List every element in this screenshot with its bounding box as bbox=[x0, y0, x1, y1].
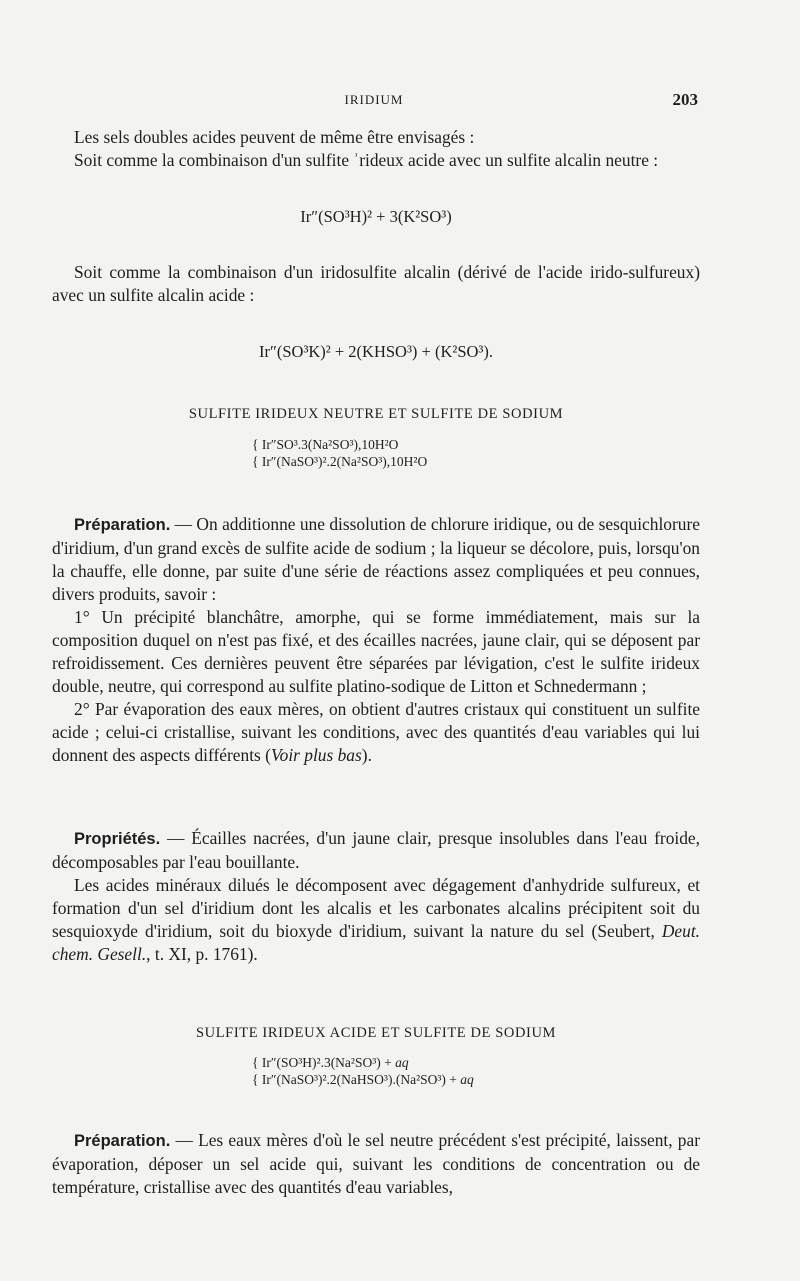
section-1-heading: SULFITE IRIDEUX NEUTRE ET SULFITE DE SODIUM bbox=[188, 406, 564, 422]
intro-paragraph-3-block bbox=[52, 261, 700, 307]
section-1-text bbox=[52, 513, 700, 767]
section-1-formulas bbox=[252, 436, 427, 470]
page-number: 203 bbox=[672, 90, 698, 109]
formula-1: Ir″(SO³H)² + 3(K²SO³) bbox=[300, 207, 452, 226]
section-2-text bbox=[52, 1129, 700, 1199]
acids-paragraph: Les acides minéraux dilués le décomposent avec dégagement d'anhydride sulfureux, et formation d'un sel d'iridium dont les alcalis et les carbonates alcalins précipitent soit du sesquioxyde d'iridium, soit du bioxyde d'iridium, suivant la nature du sel (Seubert, Deut. chem. Gesell., t. XI, p. 1761). bbox=[52, 875, 700, 964]
running-title: IRIDIUM bbox=[344, 92, 404, 107]
preparation-paragraph: Préparation. — On additionne une dissolution de chlorure iridique, ou de sesquichlorure d'iridium, d'un grand excès de sulfite acide de sodium ; la liqueur se décolore, puis, lorsqu'on la chauffe, elle donne, par suite d'une série de réactions assez compliquées et peu connues, divers produits, savoir : bbox=[52, 514, 700, 604]
intro-paragraph-1: Les sels doubles acides peuvent de même être envisagés : bbox=[74, 127, 475, 147]
properties-paragraph: Propriétés. — Écailles nacrées, d'un jaune clair, presque insolubles dans l'eau froide, décomposables par l'eau bouillante. bbox=[52, 828, 700, 872]
section-2-heading: SULFITE IRIDEUX ACIDE ET SULFITE DE SODIUM bbox=[195, 1025, 557, 1041]
section-2-formulas bbox=[252, 1054, 474, 1088]
properties-block bbox=[52, 827, 700, 966]
intro-paragraph-3: Soit comme la combinaison d'un iridosulfite alcalin (dérivé de l'acide irido-sulfureux) avec un sulfite alcalin acide : bbox=[52, 262, 700, 305]
preparation-2-paragraph: Préparation. — Les eaux mères d'où le sel neutre précédent s'est précipité, laissent, par évaporation, déposer un sel acide qui, suivant les conditions de concentration ou de température, cristallise avec des quantités d'eau variables, bbox=[52, 1130, 700, 1197]
preparation-label: Préparation. bbox=[74, 516, 171, 534]
intro-block bbox=[52, 126, 700, 172]
formula-1a: { Ir″SO³.3(Na²SO³),10H²O bbox=[252, 437, 399, 452]
formula-2a: { Ir″(SO³H)².3(Na²SO³) + aq bbox=[252, 1055, 409, 1070]
item-2-paragraph: 2° Par évaporation des eaux mères, on obtient d'autres cristaux qui constituent un sulfite acide ; celui-ci cristallise, suivant les conditions, avec des quantités d'eau variables qui lui donnent des aspects différents (Voir plus bas). bbox=[52, 699, 700, 765]
formula-2: Ir″(SO³K)² + 2(KHSO³) + (K²SO³). bbox=[259, 342, 493, 361]
running-head bbox=[50, 92, 698, 112]
formula-1b: { Ir″(NaSO³)².2(Na²SO³),10H²O bbox=[252, 454, 428, 469]
intro-paragraph-2: Soit comme la combinaison d'un sulfite ʾrideux acide avec un sulfite alcalin neutre : bbox=[74, 150, 659, 170]
properties-label: Propriétés. bbox=[74, 830, 161, 848]
formula-2b: { Ir″(NaSO³)².2(NaHSO³).(Na²SO³) + aq bbox=[252, 1072, 474, 1087]
preparation-2-label: Préparation. bbox=[74, 1132, 171, 1150]
item-1-paragraph: 1° Un précipité blanchâtre, amorphe, qui se forme immédiatement, mais sur la composition duquel on n'est pas fixé, et des écailles nacrées, jaune clair, qui se déposent par refroidissement. Ces dernières peuvent être séparées par lévigation, c'est le sulfite irideux double, neutre, qui correspond au sulfite platino-sodique de Litton et Schnedermann ; bbox=[52, 607, 700, 696]
